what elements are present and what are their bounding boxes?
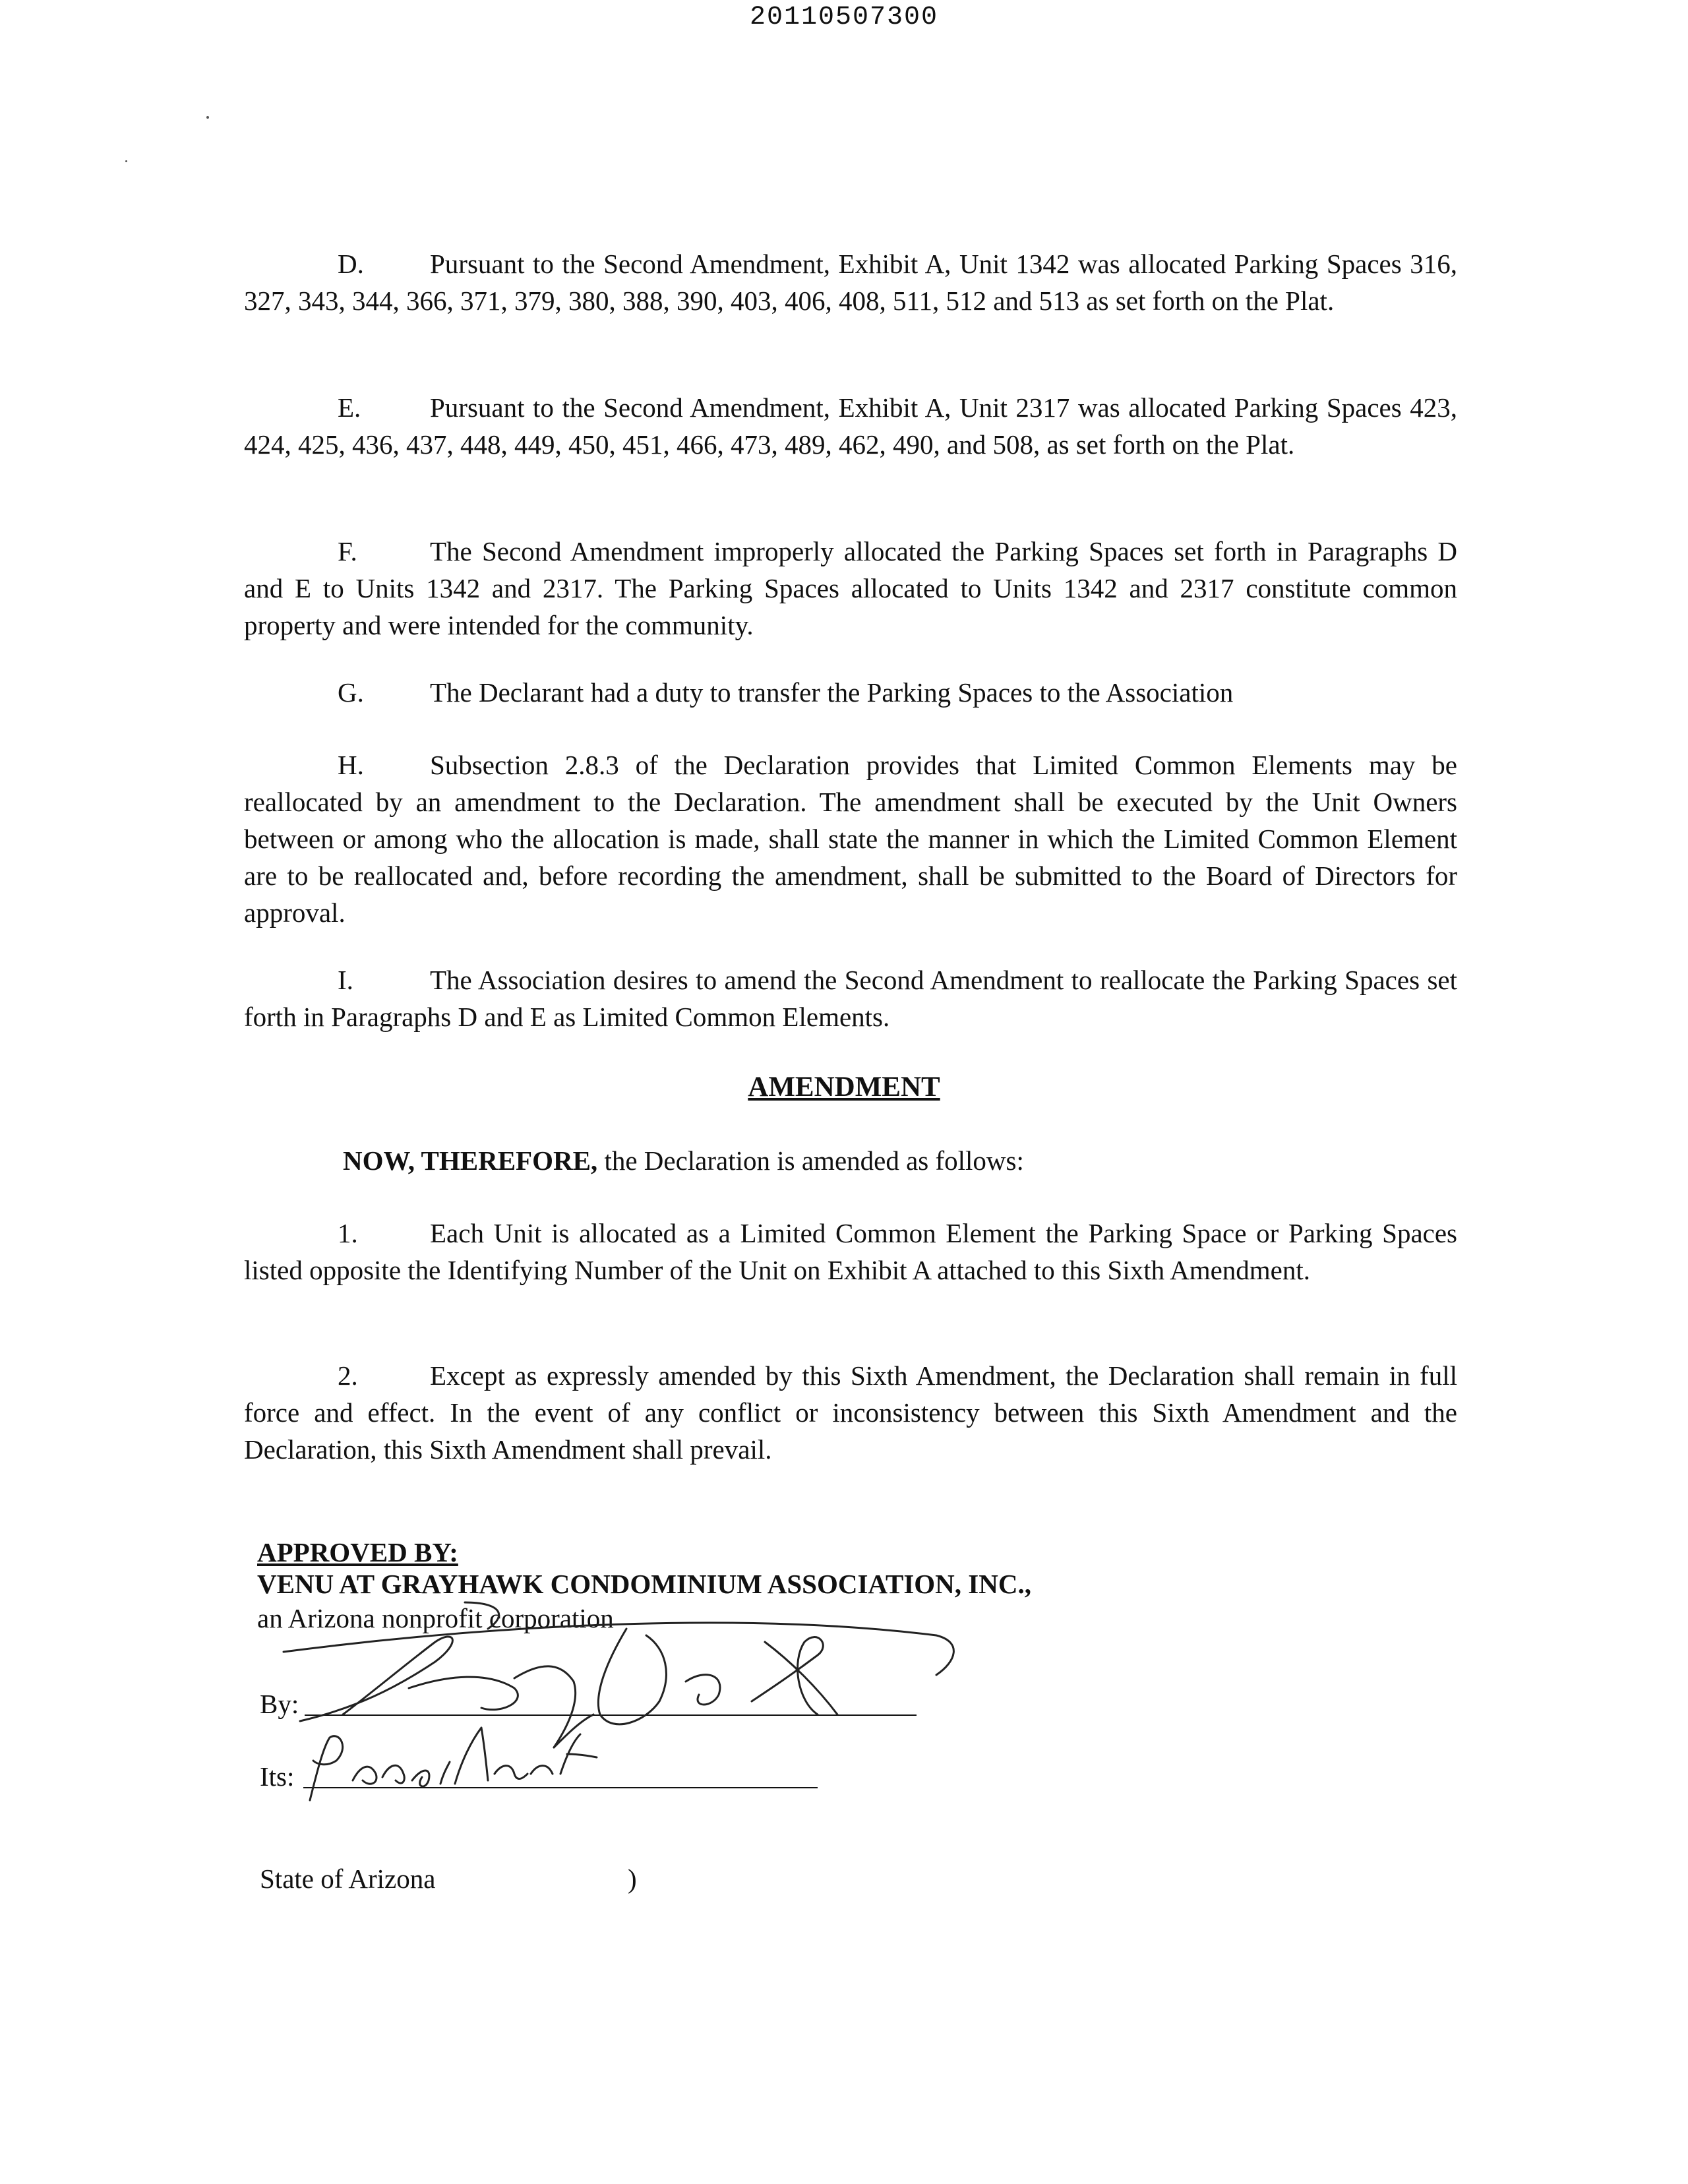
by-label: By: — [260, 1689, 299, 1719]
its-label: Its: — [260, 1761, 295, 1792]
recital-text: The Second Amendment improperly allocated the Parking Spaces set forth in Paragraphs D and E to Units 1342 and 2317. The Parking Spaces allocated to Units 1342 and 2317 constitute common property and were intended for the community. — [244, 536, 1457, 640]
recital-label: G. — [338, 677, 364, 708]
recital-text: Pursuant to the Second Amendment, Exhibit A, Unit 2317 was allocated Parking Spaces 423, 424, 425, 436, 437, 448, 449, 450, 451, 466, 473, 489, 462, 490, and 508, as set forth on the Plat. — [244, 392, 1457, 460]
amendment-item-label: 1. — [338, 1218, 358, 1248]
recital-text: The Declarant had a duty to transfer the Parking Spaces to the Association — [430, 677, 1234, 708]
amendment-item-label: 2. — [338, 1360, 358, 1391]
notary-state: State of Arizona — [260, 1864, 436, 1894]
amendment-intro-bold: NOW, THEREFORE, — [343, 1145, 598, 1176]
association-name: VENU AT GRAYHAWK CONDOMINIUM ASSOCIATION, INC., — [257, 1569, 1031, 1599]
recital-text: The Association desires to amend the Second Amendment to reallocate the Parking Spaces set forth in Paragraphs D and E as Limited Common Elements. — [244, 965, 1457, 1032]
amendment-item-text: Each Unit is allocated as a Limited Common Element the Parking Space or Parking Spaces listed opposite the Identifying Number of the Unit on Exhibit A attached to this Sixth Amendment. — [244, 1218, 1457, 1285]
recital-text: Subsection 2.8.3 of the Declaration provides that Limited Common Elements may be reallocated by an amendment to the Declaration. The amendment shall be executed by the Unit Owners between or among who the allocation is made, shall state the manner in which the Limited Common Element are to be reallocated and, before recording the amendment, shall be submitted to the Board of Directors for approval. — [244, 750, 1457, 928]
recording-number: 20110507300 — [749, 3, 939, 32]
approved-by-heading: APPROVED BY: — [257, 1537, 458, 1567]
amendment-item-text: Except as expressly amended by this Sixth Amendment, the Declaration shall remain in full force and effect. In the event of any conflict or inconsistency between this Sixth Amendment and the Declaration, this Sixth Amendment shall prevail. — [244, 1360, 1457, 1465]
amendment-intro-text: the Declaration is amended as follows: — [597, 1145, 1024, 1176]
recital-label: D. — [338, 249, 364, 279]
recital-label: H. — [338, 750, 364, 780]
amendment-heading: AMENDMENT — [748, 1072, 940, 1103]
recital-label: I. — [338, 965, 353, 995]
recital-label: E. — [338, 392, 361, 423]
recital-label: F. — [338, 536, 357, 566]
notary-paren: ) — [628, 1864, 637, 1894]
corporation-type: an Arizona nonprofit corporation — [257, 1603, 614, 1633]
recital-text: Pursuant to the Second Amendment, Exhibit A, Unit 1342 was allocated Parking Spaces 316, 327, 343, 344, 366, 371, 379, 380, 388, 390, 403, 406, 408, 511, 512 and 513 as set forth on the Plat. — [244, 249, 1457, 316]
